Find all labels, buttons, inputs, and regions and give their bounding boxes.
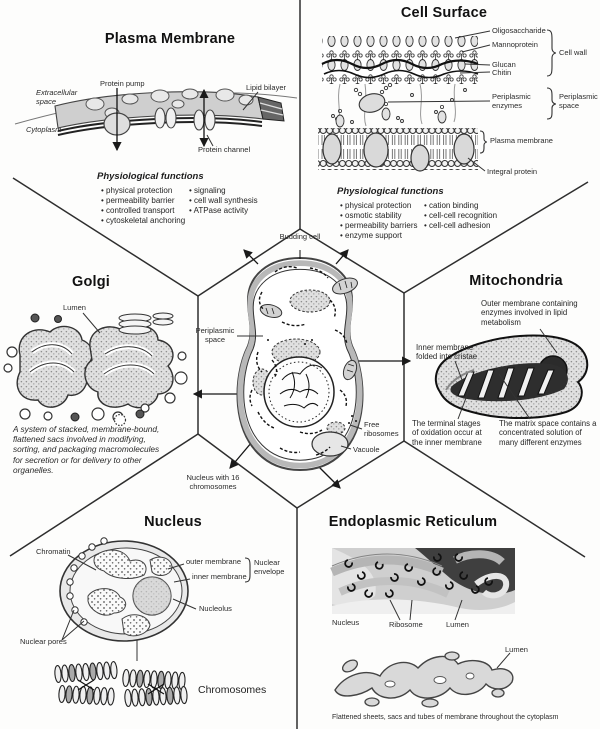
nucleus-16-chromosomes-label: Nucleus with 16 chromosomes	[186, 473, 240, 491]
golgi-description: A system of stacked, membrane-bound, flattened sacs involved in modifying, sorting, and packaging macromolecules for secretion or for delivery to other organelles.	[13, 424, 160, 475]
chromosomes-label: Chromosomes	[198, 684, 267, 696]
glucan-label: Glucan	[492, 60, 516, 69]
vacuole-label: Vacuole	[353, 445, 380, 454]
periplasmic-enzymes-label: Periplasmic enzymes	[492, 92, 531, 110]
nucleolus-label: Nucleolus	[199, 604, 232, 613]
extracellular-space-label: Extracellular space	[36, 88, 78, 106]
nucleus-outer-membrane-label: outer membrane	[186, 557, 242, 566]
plasma-membrane-label: Plasma membrane	[490, 136, 553, 145]
nuclear-pores-label: Nuclear pores	[20, 637, 67, 646]
surface-functions-col2: • cation binding • cell-cell recognition • cell-cell adhesion	[424, 201, 497, 231]
center-periplasmic-space-label: Periplasmic space	[195, 326, 235, 344]
protein-channel-label: Protein channel	[198, 145, 251, 154]
er-sheet-illustration	[332, 548, 515, 620]
budding-cell-label: Budding cell	[279, 232, 321, 241]
surface-functions-col1: • physical protection • osmotic stability • permeability barriers • enzyme support	[340, 201, 418, 241]
nucleus-title: Nucleus	[144, 514, 202, 530]
mito-inner-membrane-annotation: Inner membrane folded into cristae	[416, 343, 478, 362]
mito-outer-membrane-annotation: Outer membrane containing enzymes involved in lipid metabolism	[481, 299, 578, 327]
cell-surface-title: Cell Surface	[400, 5, 488, 21]
periplasmic-space-label: Periplasmic space	[559, 92, 598, 110]
lipid-bilayer-label: Lipid bilayer	[246, 83, 287, 92]
mito-terminal-stages-annotation: The terminal stages of oxidation occur at the inner membrane	[412, 419, 482, 447]
er-title: Endoplasmic Reticulum	[328, 514, 498, 530]
plasma-functions-col2: • signaling • cell wall synthesis • ATPase activity	[189, 186, 258, 216]
plasma-functions-heading: Physiological functions	[97, 171, 204, 182]
chitin-label: Chitin	[492, 68, 512, 77]
mitochondria-title: Mitochondria	[469, 273, 563, 289]
er-lumen-bottom-label: Lumen	[505, 645, 528, 654]
er-ribosome-label: Ribosome	[389, 620, 423, 629]
plasma-membrane-title: Plasma Membrane	[104, 31, 236, 47]
plasma-functions-col1: • physical protection • permeability barrier • controlled transport • cytoskeletal anchoring	[101, 186, 185, 226]
er-caption: Flattened sheets, sacs and tubes of membrane throughout the cytoplasm	[332, 714, 559, 721]
central-cell-illustration	[237, 250, 363, 470]
golgi-lumen-label: Lumen	[63, 303, 86, 312]
er-tubules-illustration	[335, 652, 513, 707]
mannoprotein-label: Mannoprotein	[492, 40, 538, 49]
cytoplasm-label: Cytoplasm	[26, 125, 62, 134]
free-ribosomes-label: Free ribosomes	[364, 420, 399, 438]
chromosomes-illustration	[54, 661, 187, 706]
chromatin-label: Chromatin	[36, 547, 71, 556]
golgi-title: Golgi	[71, 274, 111, 290]
er-nucleus-label: Nucleus	[332, 618, 360, 627]
er-lumen-top-label: Lumen	[446, 620, 469, 629]
golgi-illustration	[4, 313, 187, 426]
surface-functions-heading: Physiological functions	[337, 186, 444, 197]
integral-protein-label: Integral protein	[487, 167, 538, 176]
nuclear-envelope-label: Nuclear envelope	[254, 558, 285, 576]
protein-pump-label: Protein pump	[100, 79, 145, 88]
cell-wall-label: Cell wall	[559, 48, 587, 57]
mito-matrix-space-annotation: The matrix space contains a concentrated solution of many different enzymes	[499, 419, 597, 447]
nucleus-inner-membrane-label: inner membrane	[192, 572, 247, 581]
oligosaccharide-label: Oligosaccharide	[492, 26, 546, 35]
